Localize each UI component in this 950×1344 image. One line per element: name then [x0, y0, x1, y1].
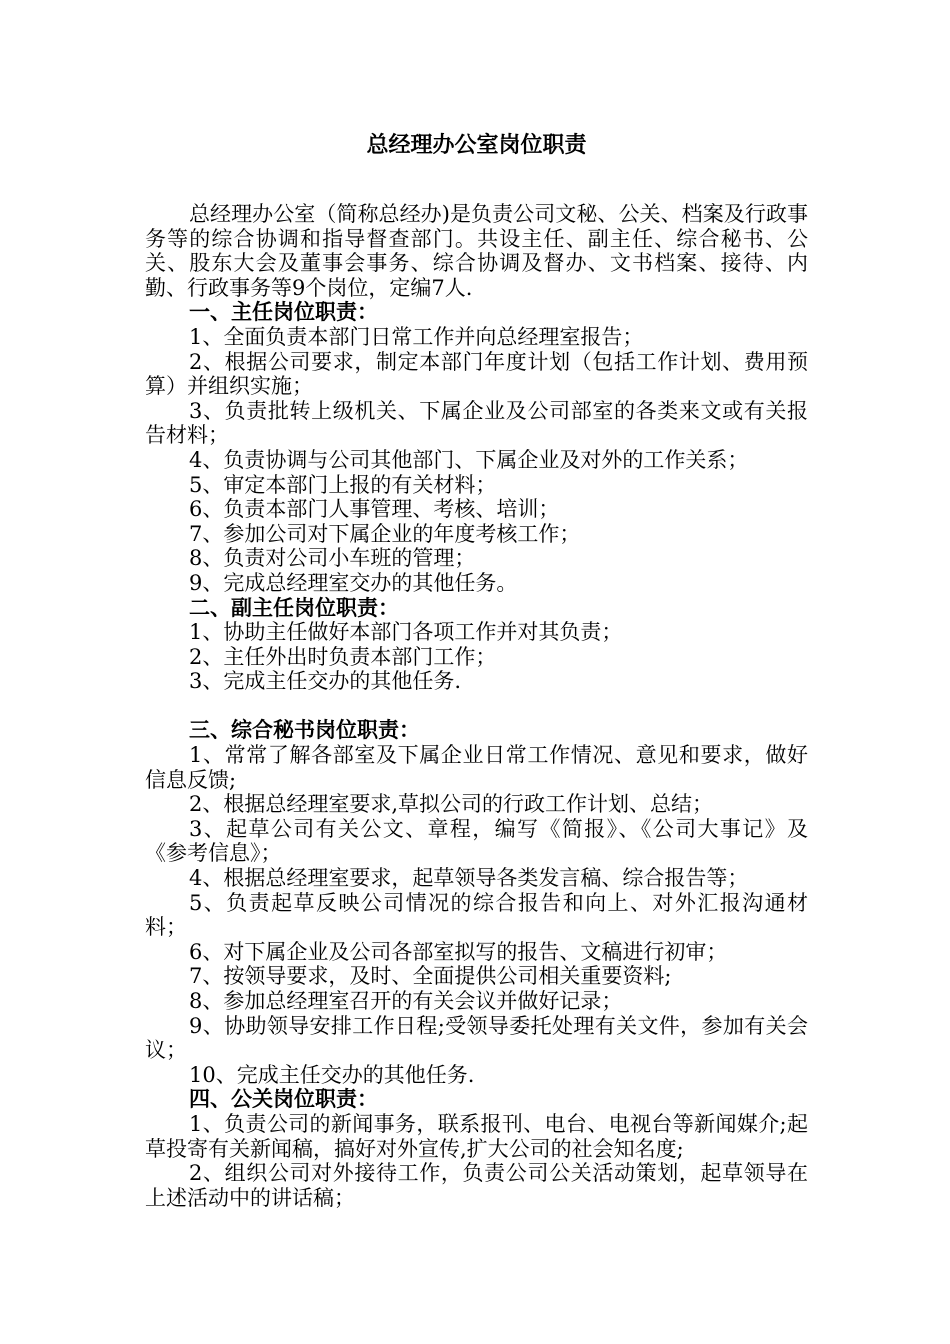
list-item: 2、根据公司要求，制定本部门年度计划（包括工作计划、费用预算）并组织实施；	[145, 349, 808, 399]
list-item: 7、按领导要求，及时、全面提供公司相关重要资料;	[189, 964, 672, 989]
document-title: 总经理办公室岗位职责	[366, 132, 587, 158]
section-heading: 三、综合秘书岗位职责：	[189, 717, 420, 743]
list-item: 7、参加公司对下属企业的年度考核工作；	[189, 521, 581, 546]
list-item: 3、完成主任交办的其他任务.	[189, 669, 462, 694]
list-item: 1、负责公司的新闻事务，联系报刊、电台、电视台等新闻媒介;起草投寄有关新闻稿，搞好对外宣传,扩大公司的社会知名度;	[145, 1111, 808, 1161]
intro-paragraph: 总经理办公室（简称总经办)是负责公司文秘、公关、档案及行政事务等的综合协调和指导督查部门。共设主任、副主任、综合秘书、公关、股东大会及董事会事务、综合协调及督办、文书档案、接待、内勤、行政事务等9个岗位，定编7人.	[145, 202, 808, 300]
list-item: 2、主任外出时负责本部门工作；	[189, 644, 497, 669]
list-item: 1、协助主任做好本部门各项工作并对其负责；	[189, 620, 623, 645]
list-item: 6、负责本部门人事管理、考核、培训；	[189, 497, 560, 522]
list-item: 1、常常了解各部室及下属企业日常工作情况、意见和要求，做好信息反馈;	[145, 743, 808, 792]
list-item: 1、全面负责本部门日常工作并向总经理室报告；	[189, 324, 644, 349]
list-item: 6、对下属企业及公司各部室拟写的报告、文稿进行初审；	[189, 939, 728, 964]
list-item: 3、负责批转上级机关、下属企业及公司部室的各类来文或有关报告材料；	[145, 398, 808, 448]
list-item: 8、负责对公司小车班的管理；	[189, 546, 476, 571]
section-heading: 一、主任岗位职责：	[189, 299, 378, 325]
list-item: 10、完成主任交办的其他任务.	[189, 1062, 475, 1087]
list-item: 2、组织公司对外接待工作，负责公司公关活动策划，起草领导在上述活动中的讲话稿；	[145, 1161, 808, 1210]
blank-line	[145, 694, 808, 719]
list-item: 2、根据总经理室要求,草拟公司的行政工作计划、总结；	[189, 792, 714, 817]
list-item: 4、根据总经理室要求，起草领导各类发言稿、综合报告等；	[189, 866, 749, 891]
list-item: 5、审定本部门上报的有关材料；	[189, 472, 497, 497]
section-heading: 四、公关岗位职责：	[189, 1086, 378, 1112]
list-item: 9、完成总经理室交办的其他任务。	[189, 570, 518, 595]
section-heading: 二、副主任岗位职责：	[189, 594, 399, 620]
list-item: 9、协助领导安排工作日程;受领导委托处理有关文件，参加有关会议；	[145, 1013, 808, 1063]
list-item: 4、负责协调与公司其他部门、下属企业及对外的工作关系；	[189, 447, 749, 472]
document-page	[145, 130, 808, 1210]
list-item: 5、负责起草反映公司情况的综合报告和向上、对外汇报沟通材料；	[145, 890, 808, 940]
list-item: 3、起草公司有关公文、章程，编写《简报》、《公司大事记》及《参考信息》；	[145, 816, 808, 866]
list-item: 8、参加总经理室召开的有关会议并做好记录；	[189, 989, 623, 1013]
